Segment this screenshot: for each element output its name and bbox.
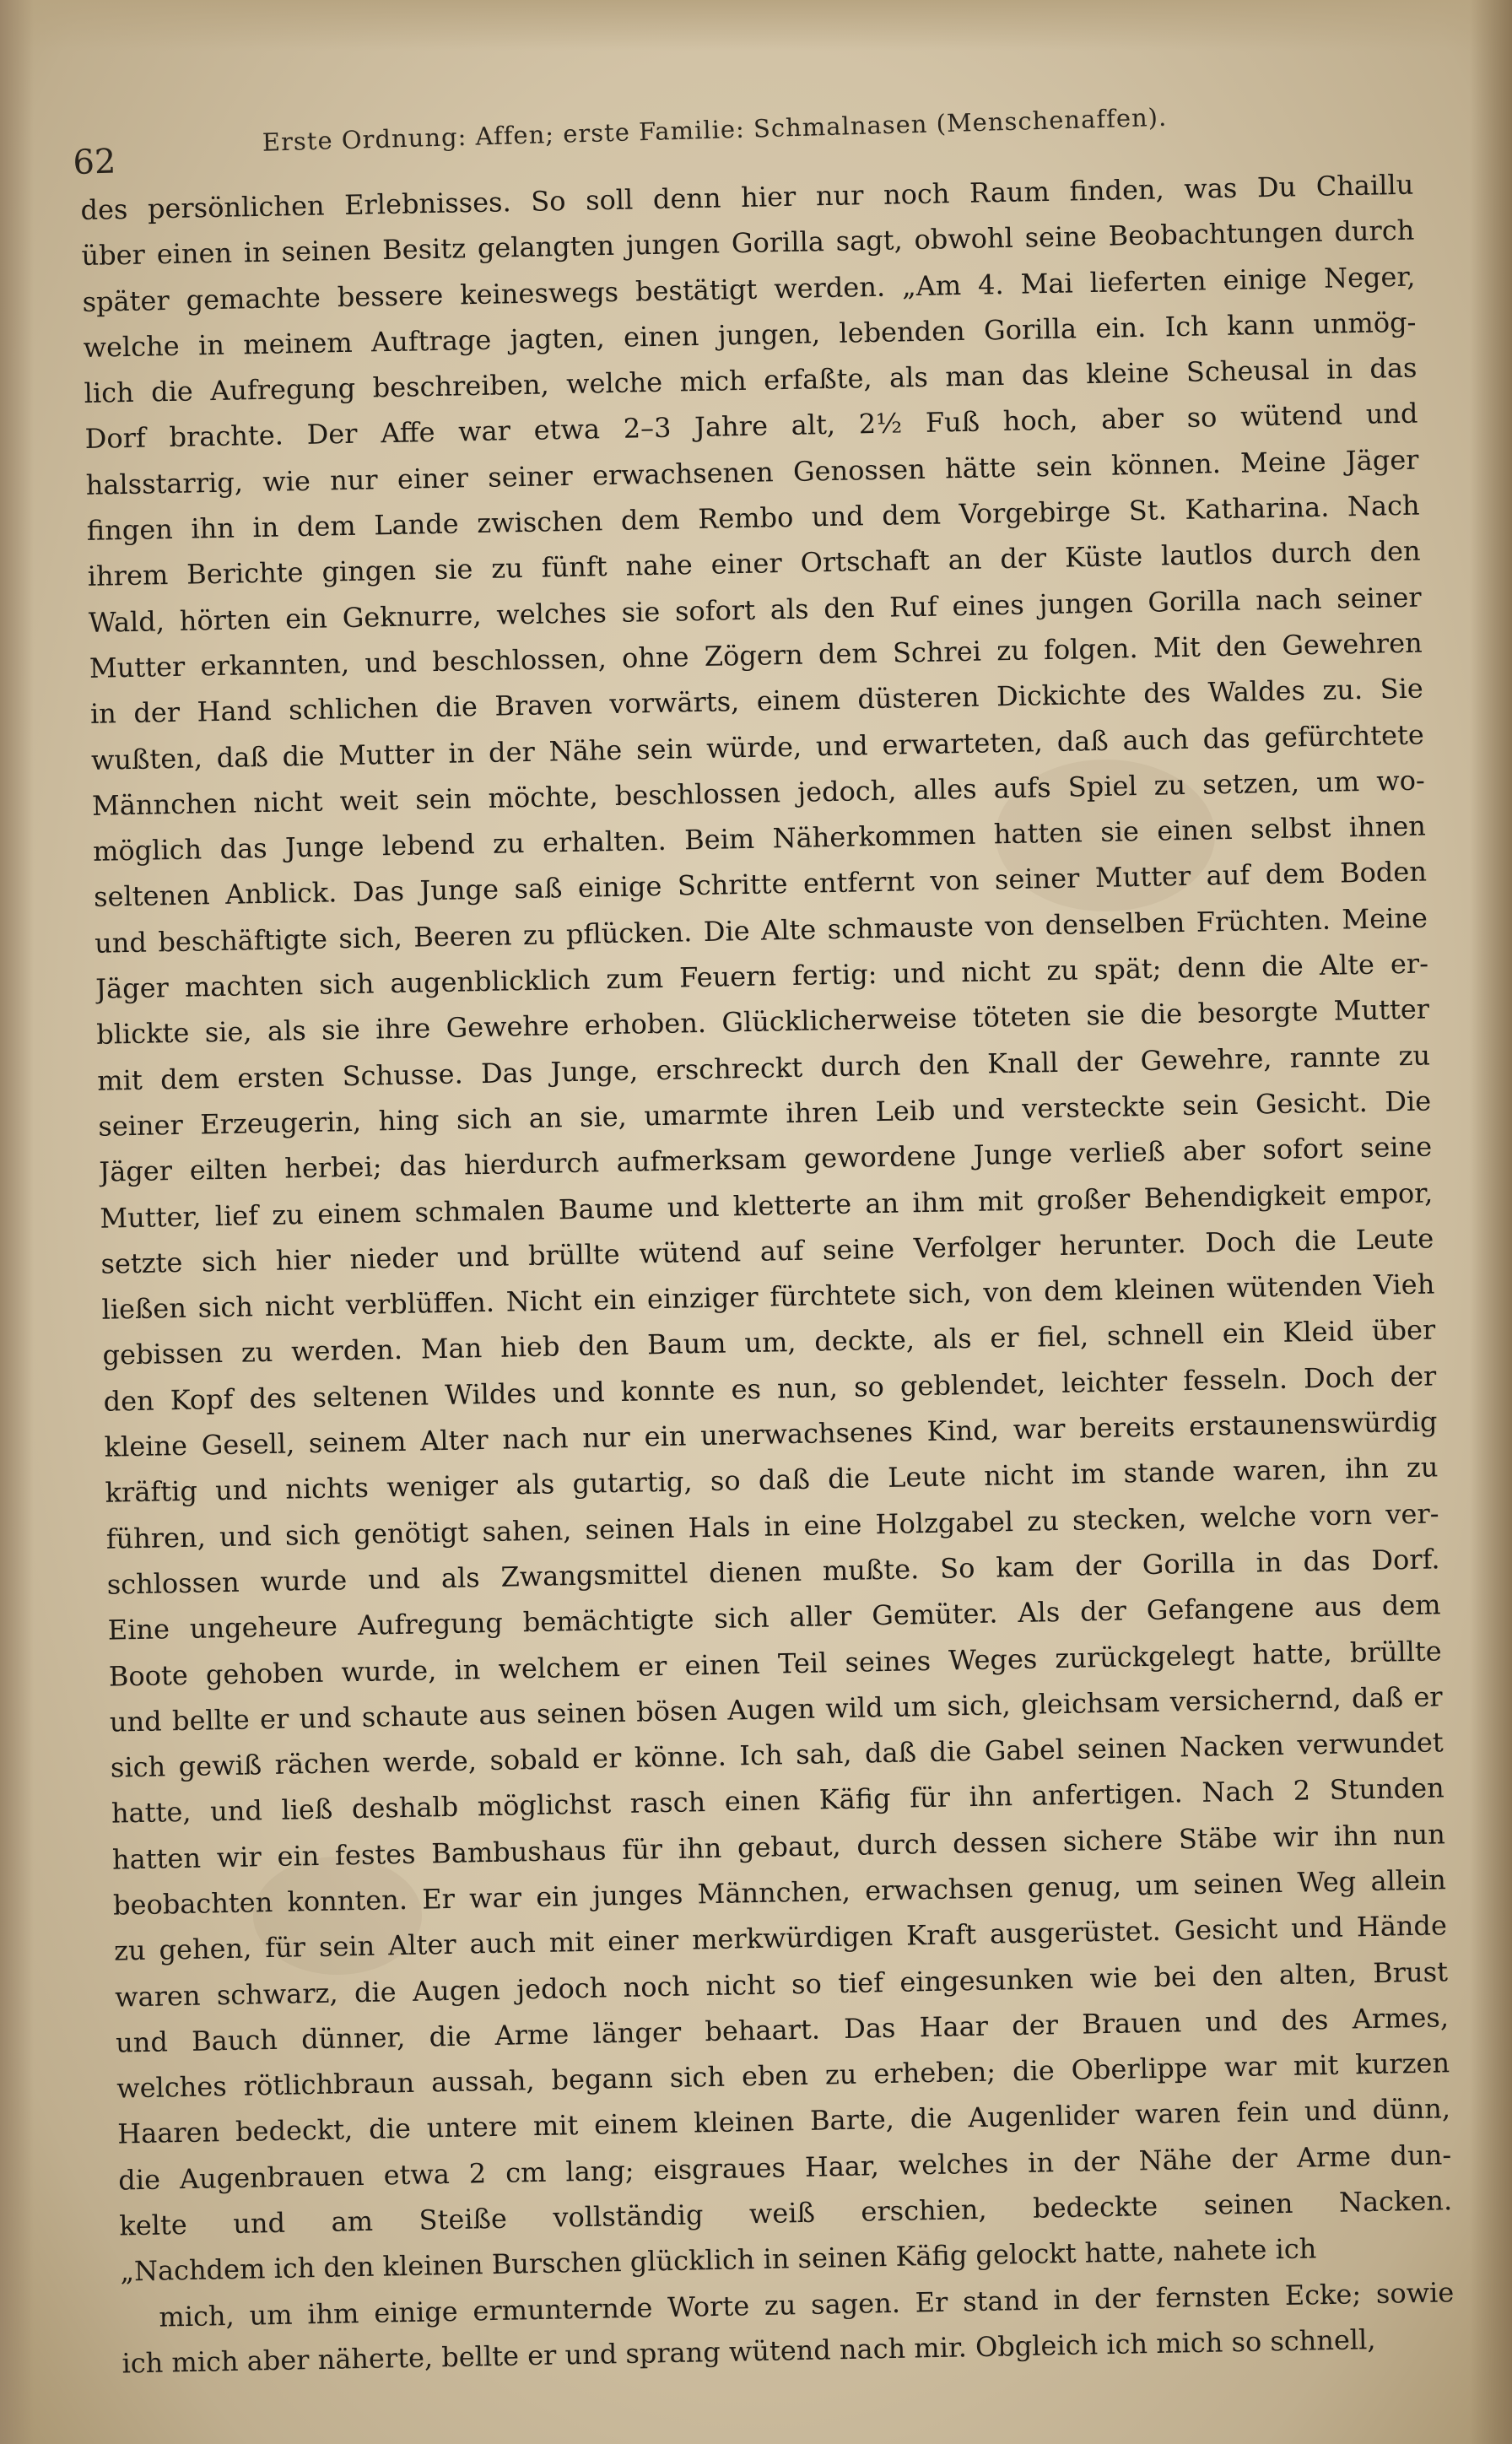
- running-title: Erste Ordnung: Affen; erste Familie: Schmalnasen (Menschenaffen).: [262, 102, 1168, 157]
- text-line: später gemachte bessere keineswegs bestätigt werden. „Am 4. Mai lieferten einige Neger,: [82, 260, 1416, 318]
- body-text: [80, 162, 1455, 2398]
- text-line: Jäger eilten herbei; das hierdurch aufmerksam gewordene Junge verließ aber sofort seine: [99, 1130, 1433, 1189]
- text-line: schlossen wurde und als Zwangsmittel dienen mußte. So kam der Gorilla in das Dorf.: [106, 1543, 1440, 1601]
- text-line: lich die Aufregung beschreiben, welche mich erfaßte, als man das kleine Scheusal in das: [84, 351, 1418, 410]
- text-line: Eine ungeheure Aufregung bemächtigte sich aller Gemüter. Als der Gefangene aus dem: [107, 1588, 1441, 1646]
- text-line: welches rötlichbraun aussah, begann sich eben zu erheben; die Oberlippe war mit kurzen: [116, 2047, 1450, 2105]
- text-line: kräftig und nichts weniger als gutartig, so daß die Leute nicht im stande waren, ihn zu: [105, 1451, 1439, 1510]
- text-line: seltenen Anblick. Das Junge saß einige Schritte entfernt von seiner Mutter auf dem Boden: [93, 855, 1428, 914]
- text-line: ließen sich nicht verblüffen. Nicht ein einziger fürchtete sich, von dem kleinen wütenden Vieh: [101, 1268, 1435, 1326]
- text-line: zu gehen, für sein Alter auch mit einer merkwürdigen Kraft ausgerüstet. Gesicht und Hände: [113, 1909, 1448, 1967]
- text-line: und bellte er und schaute aus seinen bösen Augen wild um sich, gleichsam versichernd, daß er: [109, 1680, 1443, 1738]
- text-line: blickte sie, als sie ihre Gewehre erhoben. Glücklicherweise töteten sie die besorgte Mutter: [95, 992, 1430, 1052]
- text-line: sich gewiß rächen werde, sobald er könne. Ich sah, daß die Gabel seinen Nacken verwundet: [110, 1726, 1444, 1784]
- text-line: Mutter, lief zu einem schmalen Baume und kletterte an ihm mit großer Behendigkeit empor,: [100, 1176, 1434, 1235]
- text-line: mit dem ersten Schusse. Das Junge, erschreckt durch den Knall der Gewehre, rannte zu: [96, 1039, 1431, 1097]
- page-shadow-top: [0, 0, 1512, 51]
- running-head: [72, 80, 1423, 182]
- text-line: hatte, und ließ deshalb möglichst rasch einen Käfig für ihn anfertigen. Nach 2 Stunden: [111, 1771, 1445, 1830]
- text-line: Boote gehoben wurde, in welchem er einen Teil seines Weges zurückgelegt hatte, brüllte: [108, 1634, 1442, 1693]
- page-shadow-right: [1470, 0, 1512, 2444]
- page-number: 62: [72, 142, 117, 182]
- text-line: Haaren bedeckt, die untere mit einem kleinen Barte, die Augenlider waren fein und dünn,: [116, 2092, 1451, 2151]
- page-shadow-left: [0, 0, 34, 2444]
- text-line: welche in meinem Auftrage jagten, einen jungen, lebenden Gorilla ein. Ich kann unmög-: [83, 306, 1417, 364]
- text-line: fingen ihn in dem Lande zwischen dem Rembo und dem Vorgebirge St. Katharina. Nach: [86, 489, 1420, 547]
- text-line: „Nachdem ich den kleinen Burschen glücklich in seinen Käfig gelockt hatte, nahete ich: [120, 2232, 1317, 2288]
- text-line: gebissen zu werden. Man hieb den Baum um, deckte, als er fiel, schnell ein Kleid über: [102, 1313, 1436, 1372]
- text-line: halsstarrig, wie nur einer seiner erwachsenen Genossen hätte sein können. Meine Jäger: [85, 443, 1419, 501]
- text-line: die Augenbrauen etwa 2 cm lang; eisgraues Haar, welches in der Nähe der Arme dun-: [117, 2138, 1452, 2197]
- text-line: kelte und am Steiße vollständig weiß erschien, bedeckte seinen Nacken.: [119, 2184, 1453, 2242]
- text-line: des persönlichen Erlebnisses. So soll denn hier nur noch Raum finden, was Du Chaillu: [80, 168, 1414, 226]
- text-line: und Bauch dünner, die Arme länger behaart. Das Haar der Brauen und des Armes,: [115, 2001, 1450, 2059]
- text-line: Jäger machten sich augenblicklich zum Feuern fertig: und nicht zu spät; denn die Alte er-: [94, 947, 1429, 1005]
- text-line: beobachten konnten. Er war ein junges Männchen, erwachsen genug, um seinen Weg allein: [112, 1863, 1447, 1922]
- text-line: führen, und sich genötigt sahen, seinen Hals in eine Holzgabel zu stecken, welche vorn ver-: [105, 1496, 1439, 1555]
- text-line: ich mich aber näherte, bellte er und sprang wütend nach mir. Obgleich ich mich so schnell,: [122, 2322, 1376, 2380]
- text-line: Wald, hörten ein Geknurre, welches sie sofort als den Ruf eines jungen Gorilla nach seiner: [88, 581, 1422, 639]
- text-line: Dorf brachte. Der Affe war etwa 2–3 Jahre alt, 2½ Fuß hoch, aber so wütend und: [84, 397, 1418, 456]
- text-line: hatten wir ein festes Bambushaus für ihn gebaut, durch dessen sichere Stäbe wir ihn nun: [111, 1817, 1446, 1876]
- text-line: kleine Gesell, seinem Alter nach nur ein unerwachsenes Kind, war bereits erstaunenswürdig: [104, 1405, 1438, 1463]
- text-line: waren schwarz, die Augen jedoch noch nicht so tief eingesunken wie bei den alten, Brust: [114, 1955, 1449, 2014]
- text-line: über einen in seinen Besitz gelangten jungen Gorilla sagt, obwohl seine Beobachtungen durch: [81, 214, 1415, 273]
- text-line: möglich das Junge lebend zu erhalten. Beim Näherkommen hatten sie einen selbst ihnen: [92, 809, 1427, 868]
- text-line: setzte sich hier nieder und brüllte wütend auf seine Verfolger herunter. Doch die Leute: [100, 1222, 1434, 1280]
- text-line: wußten, daß die Mutter in der Nähe sein würde, und erwarteten, daß auch das gefürchtete: [90, 718, 1425, 776]
- text-line: Mutter erkannten, und beschlossen, ohne Zögern dem Schrei zu folgen. Mit den Gewehren: [89, 626, 1423, 684]
- text-line: Männchen nicht weit sein möchte, beschlossen jedoch, alles aufs Spiel zu setzen, um wo-: [91, 764, 1426, 822]
- text-line: und beschäftigte sich, Beeren zu pflücken. Die Alte schmauste von denselben Früchten. Meine: [94, 901, 1428, 960]
- text-line: in der Hand schlichen die Braven vorwärts, einem düsteren Dickichte des Waldes zu. Sie: [89, 672, 1424, 731]
- text-line: seiner Erzeugerin, hing sich an sie, umarmte ihren Leib und versteckte sein Gesicht. Die: [98, 1084, 1432, 1143]
- text-line: den Kopf des seltenen Wildes und konnte es nun, so geblendet, leichter fesseln. Doch der: [103, 1360, 1437, 1418]
- text-line: mich, um ihm einige ermunternde Worte zu sagen. Er stand in der fernsten Ecke; sowie: [159, 2275, 1455, 2333]
- text-line: ihrem Berichte gingen sie zu fünft nahe einer Ortschaft an der Küste lautlos durch den: [87, 534, 1421, 593]
